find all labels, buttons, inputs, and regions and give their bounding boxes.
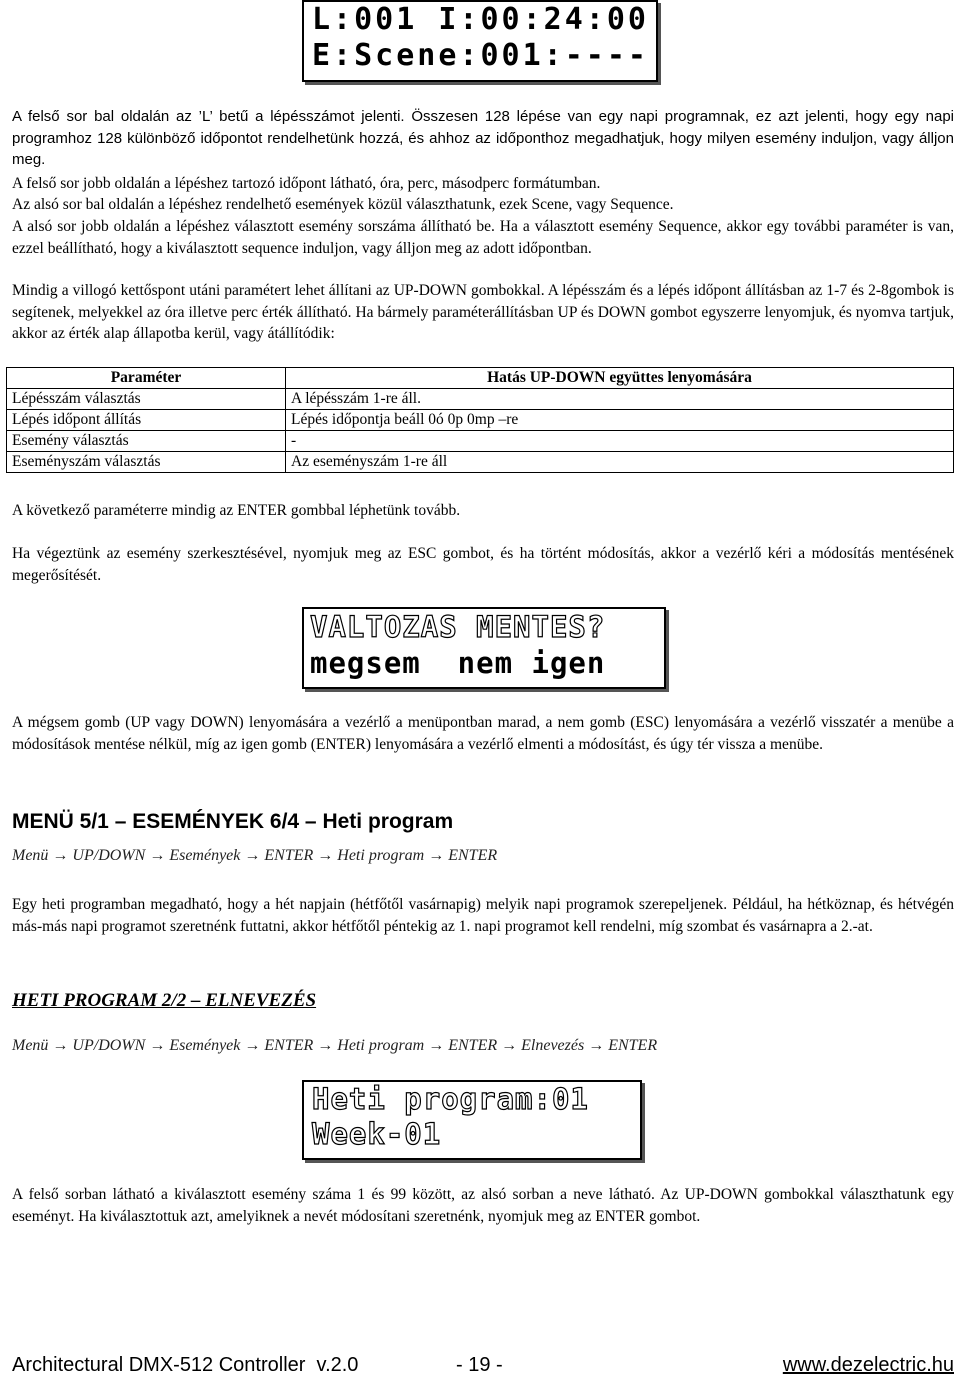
table-cell: Az eseményszám 1-re áll [286, 452, 954, 473]
paragraph: A felső sor jobb oldalán a lépéshez tartozó időpont látható, óra, perc, másodperc formátumban. [12, 175, 601, 192]
table-cell: Lépésszám választás [7, 389, 286, 410]
paragraph: Mindig a villogó kettőspont utáni paramétert lehet állítani az UP-DOWN gombokkal. A lépésszám és a lépés időpont állításban az 1-7 és 2-8gombok is segítenek, melyekkel az óra illetve perc érték állítható. Ha bármely paraméterállításban UP és DOWN gombot egyszerre lenyomjuk, és nyomva tartjuk, akkor az érték alap állapotba kerül, vagy átállítódik: [12, 282, 954, 342]
paragraph: Ha végeztünk az esemény szerkesztésével, nyomjuk meg az ESC gombot, és ha történt módosítás, akkor a vezérlő kéri a módosítás mentésének megerősítését. [12, 545, 954, 584]
lcd-line-2: megsem nem igen [310, 646, 606, 680]
table-cell: Esemény választás [7, 431, 286, 452]
table-cell: A lépésszám 1-re áll. [286, 389, 954, 410]
paragraph: A következő paraméterre mindig az ENTER gombbal léphetünk tovább. [12, 502, 461, 519]
paragraph: A felső sorban látható a kiválasztott esemény száma 1 és 99 között, az alsó sorban a neve látható. Az UP-DOWN gombokkal választhatunk egy eseményt. Ha kiválasztottuk azt, amelyiknek a nevét módosítani szeretnénk, nyomjuk meg az ENTER gombot. [12, 1186, 954, 1225]
table-header-row [7, 368, 954, 389]
table-cell: Lépés időpontja beáll 0ó 0p 0mp –re [286, 410, 954, 431]
section-heading: MENÜ 5/1 – ESEMÉNYEK 6/4 – Heti program [12, 810, 454, 833]
table-row [7, 389, 954, 410]
table-cell: - [286, 431, 954, 452]
table-header-cell: Hatás UP-DOWN együttes lenyomására [286, 368, 954, 389]
table-cell: Lépés időpont állítás [7, 410, 286, 431]
page-number: - 19 - [456, 1354, 503, 1376]
paragraph: A felső sor bal oldalán az ’L’ betű a lépésszámot jelenti. Összesen 128 lépése van egy napi programnak, ez azt jelenti, hogy egy napi programhoz 128 különböző időpontot rendelhetünk hozzá, és ahhoz az időponthoz megadhatjuk, hogy milyen esemény induljon, vagy álljon meg. [12, 108, 954, 168]
paragraph: Az alsó sor bal oldalán a lépéshez rendelhető események közül választhatunk, ezek Scene, vagy Sequence. [12, 196, 674, 213]
lcd-line-1: L:001 I:00:24:00 [312, 2, 649, 37]
table-cell: Eseményszám választás [7, 452, 286, 473]
table-row [7, 431, 954, 452]
paragraph: A alsó sor jobb oldalán a lépéshez választott esemény sorszáma állítható be. Ha a választott esemény Sequence, akkor egy további paraméter is van, ezzel beállítható, hogy a kiválasztott sequence induljon, vagy álljon meg az adott időpontban. [12, 218, 954, 257]
table-header-cell: Paraméter [7, 368, 286, 389]
parameter-table [6, 367, 954, 473]
lcd-line-2: E:Scene:001:---- [312, 38, 649, 73]
menu-path: Menü → UP/DOWN → Események → ENTER → Heti program → ENTER [12, 847, 498, 864]
table-row [7, 452, 954, 473]
lcd-display-save-confirm [302, 607, 666, 689]
menu-path: Menü → UP/DOWN → Események → ENTER → Heti program → ENTER → Elnevezés → ENTER [12, 1037, 658, 1054]
paragraph: A mégsem gomb (UP vagy DOWN) lenyomására a vezérlő a menüpontban marad, a nem gomb (ESC) lenyomására a vezérlő visszatér a menübe a módosítások mentése nélkül, míg az igen gomb (ENTER) lenyomására a vezérlő elmenti a módosítást, és úgy tér vissza a menübe. [12, 714, 954, 753]
lcd-line-1: Heti program:01 [312, 1082, 589, 1116]
subsection-heading: HETI PROGRAM 2/2 – ELNEVEZÉS [12, 990, 317, 1011]
footer-title: Architectural DMX-512 Controller v.2.0 [12, 1354, 359, 1376]
footer-website: www.dezelectric.hu [782, 1354, 954, 1376]
lcd-display-week-name [302, 1080, 642, 1160]
table-row [7, 410, 954, 431]
paragraph: Egy heti programban megadható, hogy a hét napjain (hétfőtől vasárnapig) melyik napi programok szerepeljenek. Például, ha hétköznap, és hétvégén más-más napi programot szeretnénk futtatni, akkor hétfőtől péntekig az 1. napi programot kell rendelni, míg szombat és vasárnapra a 2.-at. [12, 896, 954, 935]
lcd-line-1: VALTOZAS MENTES? [310, 610, 606, 644]
lcd-display-step [302, 0, 658, 82]
lcd-line-2: Week-01 [312, 1117, 442, 1151]
